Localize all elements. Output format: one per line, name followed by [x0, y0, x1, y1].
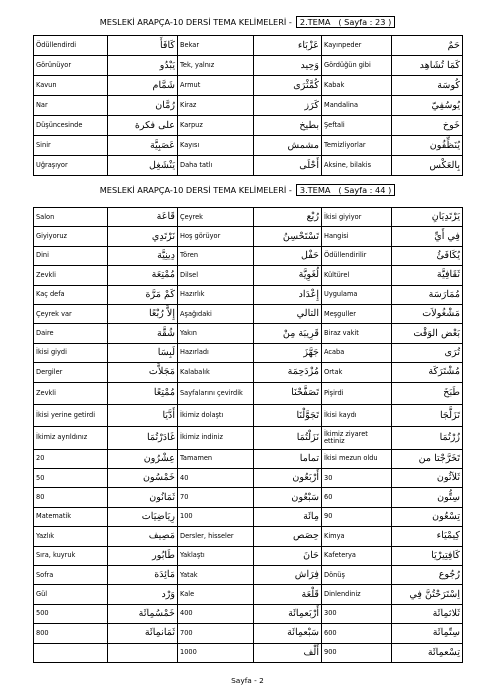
arabic-word-cell: مشمش: [254, 136, 322, 156]
arabic-word-cell: سَبْعُون: [254, 488, 322, 507]
turkish-meaning-cell: Dönüş: [322, 566, 392, 585]
turkish-meaning-cell: Dergiler: [34, 363, 108, 382]
table-row: [34, 363, 463, 382]
table-row: [34, 604, 463, 623]
turkish-meaning-cell: 400: [178, 604, 254, 623]
arabic-word-cell: خَمْسُون: [108, 469, 178, 488]
table-row: [34, 156, 463, 176]
arabic-word-cell: تَصَفَّحْنَا: [254, 382, 322, 404]
turkish-meaning-cell: Karpuz: [178, 116, 254, 136]
turkish-meaning-cell: [34, 643, 108, 662]
arabic-word-cell: سِتّمِائَة: [392, 624, 463, 643]
section1-vocab-table: [33, 35, 463, 176]
turkish-meaning-cell: Giyiyoruz: [34, 227, 108, 246]
arabic-word-cell: ثَلاَثُون: [392, 469, 463, 488]
turkish-meaning-cell: Matematik: [34, 507, 108, 526]
turkish-meaning-cell: 50: [34, 469, 108, 488]
table-row: [34, 246, 463, 265]
arabic-word-cell: حَفْل: [254, 246, 322, 265]
arabic-word-cell: كَمَا تُشَاهِد: [392, 56, 463, 76]
turkish-meaning-cell: İkisi kaydı: [322, 404, 392, 426]
arabic-word-cell: ثَلاثمِائَة: [392, 604, 463, 623]
turkish-meaning-cell: Düşüncesinde: [34, 116, 108, 136]
arabic-word-cell: تَجَوَّلْنَا: [254, 404, 322, 426]
turkish-meaning-cell: Bekar: [178, 36, 254, 56]
arabic-word-cell: قَاعَة: [108, 208, 178, 227]
turkish-meaning-cell: 20: [34, 449, 108, 468]
arabic-word-cell: كَافِتِيرْيَا: [392, 546, 463, 565]
turkish-meaning-cell: 500: [34, 604, 108, 623]
turkish-meaning-cell: 100: [178, 507, 254, 526]
table-row: [34, 382, 463, 404]
arabic-word-cell: وَرْد: [108, 585, 178, 604]
section2-tema: 3.TEMA: [299, 185, 331, 195]
table-row: [34, 469, 463, 488]
table-row: [34, 266, 463, 285]
table-row: [34, 116, 463, 136]
arabic-word-cell: يَبْدُو: [108, 56, 178, 76]
turkish-meaning-cell: 1000: [178, 643, 254, 662]
arabic-word-cell: إِعْدَاد: [254, 285, 322, 304]
table-row: [34, 36, 463, 56]
turkish-meaning-cell: Sıra, kuyruk: [34, 546, 108, 565]
arabic-word-cell: تَسْتَحْسِنُ: [254, 227, 322, 246]
turkish-meaning-cell: Gül: [34, 585, 108, 604]
turkish-meaning-cell: Kültürel: [322, 266, 392, 285]
arabic-word-cell: مَائِدَة: [108, 566, 178, 585]
arabic-word-cell: شَمَّام: [108, 76, 178, 96]
turkish-meaning-cell: 70: [178, 488, 254, 507]
arabic-word-cell: طَابُور: [108, 546, 178, 565]
turkish-meaning-cell: Sinir: [34, 136, 108, 156]
turkish-meaning-cell: Dilsel: [178, 266, 254, 285]
section2-tema-box: [296, 184, 395, 196]
table-row: [34, 227, 463, 246]
turkish-meaning-cell: Aşağıdaki: [178, 304, 254, 323]
section2-title: [0, 184, 495, 196]
turkish-meaning-cell: 60: [322, 488, 392, 507]
turkish-meaning-cell: Gördüğün gibi: [322, 56, 392, 76]
arabic-word-cell: بطيخ: [254, 116, 322, 136]
arabic-word-cell: مُمْتِعَة: [108, 266, 178, 285]
turkish-meaning-cell: İkisi giyiyor: [322, 208, 392, 227]
arabic-word-cell: رِيَاضِيَات: [108, 507, 178, 526]
arabic-word-cell: جَهَّزَ: [254, 343, 322, 362]
table-row: [34, 585, 463, 604]
arabic-word-cell: [108, 643, 178, 662]
arabic-word-cell: زُرْتُمَا: [392, 427, 463, 449]
arabic-word-cell: وَحِيد: [254, 56, 322, 76]
arabic-word-cell: كَرَز: [254, 96, 322, 116]
arabic-word-cell: عَزْبَاء: [254, 36, 322, 56]
arabic-word-cell: فِرَاش: [254, 566, 322, 585]
arabic-word-cell: غَادَرْتُمَا: [108, 427, 178, 449]
arabic-word-cell: يُنَظِّفُون: [392, 136, 463, 156]
arabic-word-cell: اِسْتَرَحْتُنَّ فِي: [392, 585, 463, 604]
arabic-word-cell: مَشْغُولاَت: [392, 304, 463, 323]
table-row: [34, 527, 463, 546]
arabic-word-cell: تَزَلَّجَا: [392, 404, 463, 426]
arabic-word-cell: نَرْتَدِي: [108, 227, 178, 246]
arabic-word-cell: سِتُّون: [392, 488, 463, 507]
arabic-word-cell: كُمَّثْرَى: [254, 76, 322, 96]
turkish-meaning-cell: Çeyrek: [178, 208, 254, 227]
arabic-word-cell: خَوخ: [392, 116, 463, 136]
page-footer: Sayfa - 2: [231, 676, 264, 685]
turkish-meaning-cell: Dini: [34, 246, 108, 265]
turkish-meaning-cell: Armut: [178, 76, 254, 96]
arabic-word-cell: بَعْض الوَقْت: [392, 324, 463, 343]
arabic-word-cell: مُمَارَسَة: [392, 285, 463, 304]
section1-sayfa: ( Sayfa : 23 ): [338, 17, 392, 27]
arabic-word-cell: يُوسُفِيّ: [392, 96, 463, 116]
table-row: [34, 427, 463, 449]
turkish-meaning-cell: 300: [322, 604, 392, 623]
turkish-meaning-cell: Yazlık: [34, 527, 108, 546]
arabic-word-cell: حِصَص: [254, 527, 322, 546]
turkish-meaning-cell: 30: [322, 469, 392, 488]
arabic-word-cell: تِسْعمِائَة: [392, 643, 463, 662]
turkish-meaning-cell: Temizliyorlar: [322, 136, 392, 156]
turkish-meaning-cell: Kayınpeder: [322, 36, 392, 56]
arabic-word-cell: أَرْبَعمِائَة: [254, 604, 322, 623]
arabic-word-cell: كَافَأَ: [108, 36, 178, 56]
arabic-word-cell: طَبَخَ: [392, 382, 463, 404]
arabic-word-cell: قَرِيبَة مِنْ: [254, 324, 322, 343]
turkish-meaning-cell: Kaç defa: [34, 285, 108, 304]
arabic-word-cell: لَبِسَا: [108, 343, 178, 362]
arabic-word-cell: سَبْعمِائَة: [254, 624, 322, 643]
arabic-word-cell: مُمْتِعًا: [108, 382, 178, 404]
turkish-meaning-cell: Daire: [34, 324, 108, 343]
table-row: [34, 285, 463, 304]
turkish-meaning-cell: Kiraz: [178, 96, 254, 116]
turkish-meaning-cell: Dinlendiniz: [322, 585, 392, 604]
turkish-meaning-cell: Daha tatlı: [178, 156, 254, 176]
table-row: [34, 449, 463, 468]
arabic-word-cell: أَحْلَى: [254, 156, 322, 176]
table-row: [34, 136, 463, 156]
turkish-meaning-cell: Tamamen: [178, 449, 254, 468]
arabic-word-cell: نَزَلْتُمَا: [254, 427, 322, 449]
turkish-meaning-cell: Nar: [34, 96, 108, 116]
turkish-meaning-cell: Hangisi: [322, 227, 392, 246]
turkish-meaning-cell: Çeyrek var: [34, 304, 108, 323]
turkish-meaning-cell: Aksine, bilakis: [322, 156, 392, 176]
table-row: [34, 56, 463, 76]
arabic-word-cell: يَرْتَدِيَانِ: [392, 208, 463, 227]
arabic-word-cell: التالي: [254, 304, 322, 323]
turkish-meaning-cell: Kafeterya: [322, 546, 392, 565]
arabic-word-cell: مَصِيف: [108, 527, 178, 546]
arabic-word-cell: حَمٌ: [392, 36, 463, 56]
turkish-meaning-cell: Salon: [34, 208, 108, 227]
turkish-meaning-cell: İkisi mezun oldu: [322, 449, 392, 468]
turkish-meaning-cell: Meşguller: [322, 304, 392, 323]
arabic-word-cell: ثَمَانُون: [108, 488, 178, 507]
turkish-meaning-cell: Yaklaştı: [178, 546, 254, 565]
arabic-word-cell: تُرَى: [392, 343, 463, 362]
turkish-meaning-cell: Sayfalarını çevirdik: [178, 382, 254, 404]
turkish-meaning-cell: Zevkli: [34, 382, 108, 404]
turkish-meaning-cell: Yakın: [178, 324, 254, 343]
table-row: [34, 324, 463, 343]
arabic-word-cell: تماما: [254, 449, 322, 468]
arabic-word-cell: مِائَة: [254, 507, 322, 526]
arabic-word-cell: رُجُوع: [392, 566, 463, 585]
table-row: [34, 546, 463, 565]
table-row: [34, 488, 463, 507]
arabic-word-cell: تِسْعُون: [392, 507, 463, 526]
arabic-word-cell: لُغَوِيَّة: [254, 266, 322, 285]
turkish-meaning-cell: Ortak: [322, 363, 392, 382]
turkish-meaning-cell: Kalabalık: [178, 363, 254, 382]
section1-title: [0, 16, 495, 28]
arabic-word-cell: ثَقَافِيَّة: [392, 266, 463, 285]
turkish-meaning-cell: İkisi yerine getirdi: [34, 404, 108, 426]
arabic-word-cell: شُقَّة: [108, 324, 178, 343]
arabic-word-cell: مُشْتَرَكَة: [392, 363, 463, 382]
turkish-meaning-cell: İkisi giydi: [34, 343, 108, 362]
turkish-meaning-cell: Kale: [178, 585, 254, 604]
arabic-word-cell: كُوسَة: [392, 76, 463, 96]
arabic-word-cell: فِي أَيِّ: [392, 227, 463, 246]
table-row: [34, 304, 463, 323]
table-row: [34, 643, 463, 662]
turkish-meaning-cell: İkimiz indiniz: [178, 427, 254, 449]
turkish-meaning-cell: 800: [34, 624, 108, 643]
table-row: [34, 566, 463, 585]
turkish-meaning-cell: Uğraşıyor: [34, 156, 108, 176]
arabic-word-cell: خَمْسُمِائَة: [108, 604, 178, 623]
turkish-meaning-cell: Tek, yalnız: [178, 56, 254, 76]
turkish-meaning-cell: Şeftali: [322, 116, 392, 136]
section1-tema: 2.TEMA: [299, 17, 331, 27]
arabic-word-cell: مَجَلاَّت: [108, 363, 178, 382]
arabic-word-cell: كَمْ مَرَّة: [108, 285, 178, 304]
arabic-word-cell: يَنْشَغِل: [108, 156, 178, 176]
arabic-word-cell: أَدَّيَا: [108, 404, 178, 426]
turkish-meaning-cell: Hazırladı: [178, 343, 254, 362]
arabic-word-cell: عِشْرُون: [108, 449, 178, 468]
turkish-meaning-cell: Mandalina: [322, 96, 392, 116]
turkish-meaning-cell: Ödüllendirdi: [34, 36, 108, 56]
turkish-meaning-cell: Yatak: [178, 566, 254, 585]
turkish-meaning-cell: Hoş görüyor: [178, 227, 254, 246]
table-row: [34, 404, 463, 426]
arabic-word-cell: دِينِيَّة: [108, 246, 178, 265]
turkish-meaning-cell: 900: [322, 643, 392, 662]
arabic-word-cell: إِلاَّ رُبْعًا: [108, 304, 178, 323]
turkish-meaning-cell: Dersler, hisseler: [178, 527, 254, 546]
arabic-word-cell: مُزْدَحِمَة: [254, 363, 322, 382]
arabic-word-cell: رُبْع: [254, 208, 322, 227]
section1-title-text: MESLEKİ ARAPÇA-10 DERSİ TEMA KELİMELERİ -: [99, 17, 292, 27]
table-row: [34, 343, 463, 362]
arabic-word-cell: قَلْعَة: [254, 585, 322, 604]
turkish-meaning-cell: Pişirdi: [322, 382, 392, 404]
turkish-meaning-cell: Kimya: [322, 527, 392, 546]
section2-title-text: MESLEKİ ARAPÇA-10 DERSİ TEMA KELİMELERİ -: [99, 185, 292, 195]
turkish-meaning-cell: İkimiz ayrıldınız: [34, 427, 108, 449]
turkish-meaning-cell: Sofra: [34, 566, 108, 585]
turkish-meaning-cell: Görünüyor: [34, 56, 108, 76]
turkish-meaning-cell: Uygulama: [322, 285, 392, 304]
arabic-word-cell: رُمَّان: [108, 96, 178, 116]
arabic-word-cell: أَرْبَعُون: [254, 469, 322, 488]
arabic-word-cell: عَصَبِيَّة: [108, 136, 178, 156]
turkish-meaning-cell: Biraz vakit: [322, 324, 392, 343]
arabic-word-cell: بِالعَكْس: [392, 156, 463, 176]
table-row: [34, 76, 463, 96]
table-row: [34, 624, 463, 643]
arabic-word-cell: كِيمْيَاء: [392, 527, 463, 546]
turkish-meaning-cell: Hazırlık: [178, 285, 254, 304]
turkish-meaning-cell: Acaba: [322, 343, 392, 362]
arabic-word-cell: يُكَافَئُ: [392, 246, 463, 265]
arabic-word-cell: أَلْف: [254, 643, 322, 662]
turkish-meaning-cell: İkimiz ziyaret ettiniz: [322, 427, 392, 449]
section2-vocab-table: [33, 207, 463, 663]
table-row: [34, 208, 463, 227]
turkish-meaning-cell: Ödüllendirilir: [322, 246, 392, 265]
turkish-meaning-cell: İkimiz dolaştı: [178, 404, 254, 426]
turkish-meaning-cell: 90: [322, 507, 392, 526]
section1-tema-box: [296, 16, 395, 28]
arabic-word-cell: حَانَ: [254, 546, 322, 565]
turkish-meaning-cell: Kabak: [322, 76, 392, 96]
arabic-word-cell: ثَمَانمِائَة: [108, 624, 178, 643]
arabic-word-cell: تَخَرَّجْتا من: [392, 449, 463, 468]
turkish-meaning-cell: Zevkli: [34, 266, 108, 285]
turkish-meaning-cell: 600: [322, 624, 392, 643]
turkish-meaning-cell: 700: [178, 624, 254, 643]
table-row: [34, 507, 463, 526]
turkish-meaning-cell: Tören: [178, 246, 254, 265]
turkish-meaning-cell: 80: [34, 488, 108, 507]
turkish-meaning-cell: 40: [178, 469, 254, 488]
section2-sayfa: ( Sayfa : 44 ): [338, 185, 392, 195]
table-row: [34, 96, 463, 116]
arabic-word-cell: على فكرة: [108, 116, 178, 136]
turkish-meaning-cell: Kavun: [34, 76, 108, 96]
turkish-meaning-cell: Kayısı: [178, 136, 254, 156]
